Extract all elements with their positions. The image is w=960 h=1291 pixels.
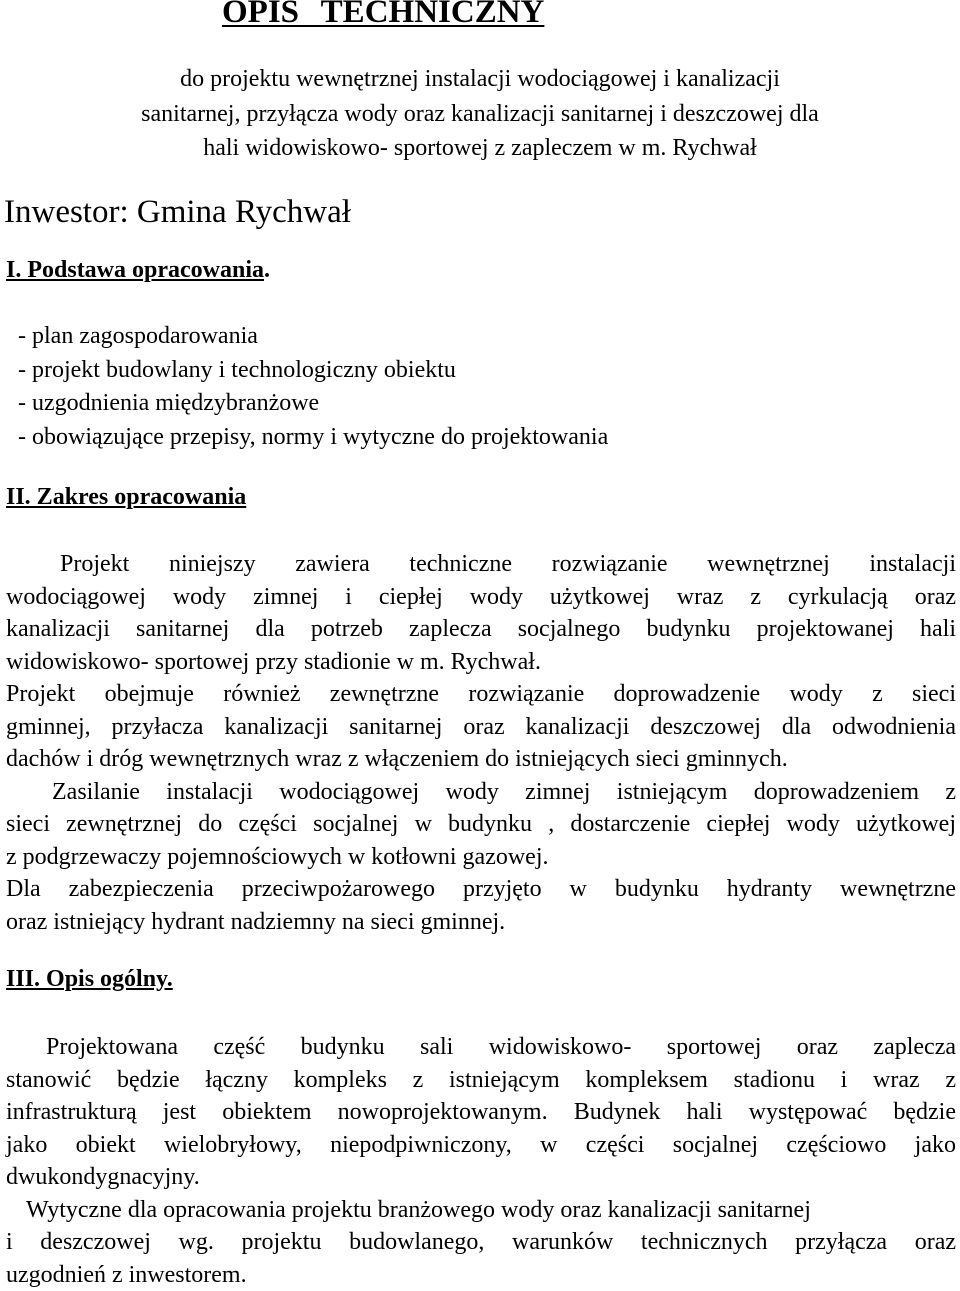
paragraph-line: dwukondygnacyjny. bbox=[6, 1164, 200, 1190]
paragraph-line: widowiskowo- sportowej przy stadionie w m. Rychwał. bbox=[6, 648, 541, 675]
section-3-heading: III. Opis ogólny. bbox=[6, 966, 173, 992]
paragraph-line: sieci zewnętrznej do części socjalnej w budynku , dostarczenie ciepłej wody użytkowej bbox=[6, 811, 956, 837]
subtitle-line: hali widowiskowo- sportowej z zapleczem w m. Rychwał bbox=[203, 135, 757, 161]
paragraph-line: gminnej, przyłacza kanalizacji sanitarnej oraz kanalizacji deszczowej dla odwodnienia bbox=[6, 713, 956, 740]
list-item: - obowiązujące przepisy, normy i wytyczne do projektowania bbox=[18, 423, 609, 450]
document-title: OPIS TECHNICZNY bbox=[222, 0, 545, 30]
paragraph-line: z podgrzewaczy pojemnościowych w kotłowni gazowej. bbox=[6, 843, 549, 870]
paragraph-line: dachów i dróg wewnętrznych wraz z włączeniem do istniejących sieci gminnych. bbox=[6, 746, 788, 772]
paragraph-line: Projekt niniejszy zawiera techniczne rozwiązanie wewnętrznej instalacji bbox=[60, 551, 956, 577]
investor-line: Inwestor: Gmina Rychwał bbox=[4, 194, 351, 230]
list-item: - plan zagospodarowania bbox=[18, 323, 258, 349]
paragraph-line: Projektowana część budynku sali widowiskowo- sportowej oraz zaplecza bbox=[46, 1034, 956, 1060]
section-2-body bbox=[6, 548, 956, 938]
paragraph-line: Zasilanie instalacji wodociągowej wody zimnej istniejącym doprowadzeniem z bbox=[52, 778, 956, 805]
section-1-heading bbox=[6, 257, 270, 284]
paragraph-line: oraz istniejący hydrant nadziemny na sieci gminnej. bbox=[6, 908, 506, 935]
paragraph-line: infrastrukturą jest obiektem nowoprojektowanym. Budynek hali występować będzie bbox=[6, 1099, 956, 1125]
paragraph-line: kanalizacji sanitarnej dla potrzeb zaplecza socjalnego budynku projektowanej hali bbox=[6, 616, 956, 642]
document-subtitle bbox=[0, 62, 960, 166]
paragraph-line: uzgodnień z inwestorem. bbox=[6, 1261, 247, 1288]
subtitle-line: sanitarnej, przyłącza wody oraz kanalizacji sanitarnej i deszczowej dla bbox=[141, 100, 819, 127]
subtitle-line: do projektu wewnętrznej instalacji wodociągowej i kanalizacji bbox=[180, 66, 780, 92]
section-3-body bbox=[6, 1031, 956, 1291]
paragraph-line: Dla zabezpieczenia przeciwpożarowego przyjęto w budynku hydranty wewnętrzne bbox=[6, 876, 956, 902]
basis-list bbox=[18, 320, 608, 454]
paragraph-line: stanowić będzie łączny kompleks z istniejącym kompleksem stadionu i wraz z bbox=[6, 1066, 956, 1093]
paragraph-line: Projekt obejmuje również zewnętrzne rozwiązanie doprowadzenie wody z sieci bbox=[6, 681, 956, 707]
paragraph-line: jako obiekt wielobryłowy, niepodpiwniczony, w części socjalnej częściowo jako bbox=[6, 1131, 956, 1158]
section-1-heading-text: I. Podstawa opracowania bbox=[6, 257, 265, 283]
paragraph-line: wodociągowej wody zimnej i ciepłej wody użytkowej wraz z cyrkulacją oraz bbox=[6, 583, 956, 610]
list-item: - uzgodnienia międzybranżowe bbox=[18, 390, 320, 416]
section-2-heading: II. Zakres opracowania bbox=[6, 484, 247, 510]
paragraph-line: i deszczowej wg. projektu budowlanego, warunków technicznych przyłącza oraz bbox=[6, 1229, 956, 1255]
section-1-heading-dot: . bbox=[264, 257, 271, 283]
list-item: - projekt budowlany i technologiczny obiektu bbox=[18, 356, 456, 383]
paragraph-line: Wytyczne dla opracowania projektu branżowego wody oraz kanalizacji sanitarnej bbox=[26, 1196, 811, 1223]
